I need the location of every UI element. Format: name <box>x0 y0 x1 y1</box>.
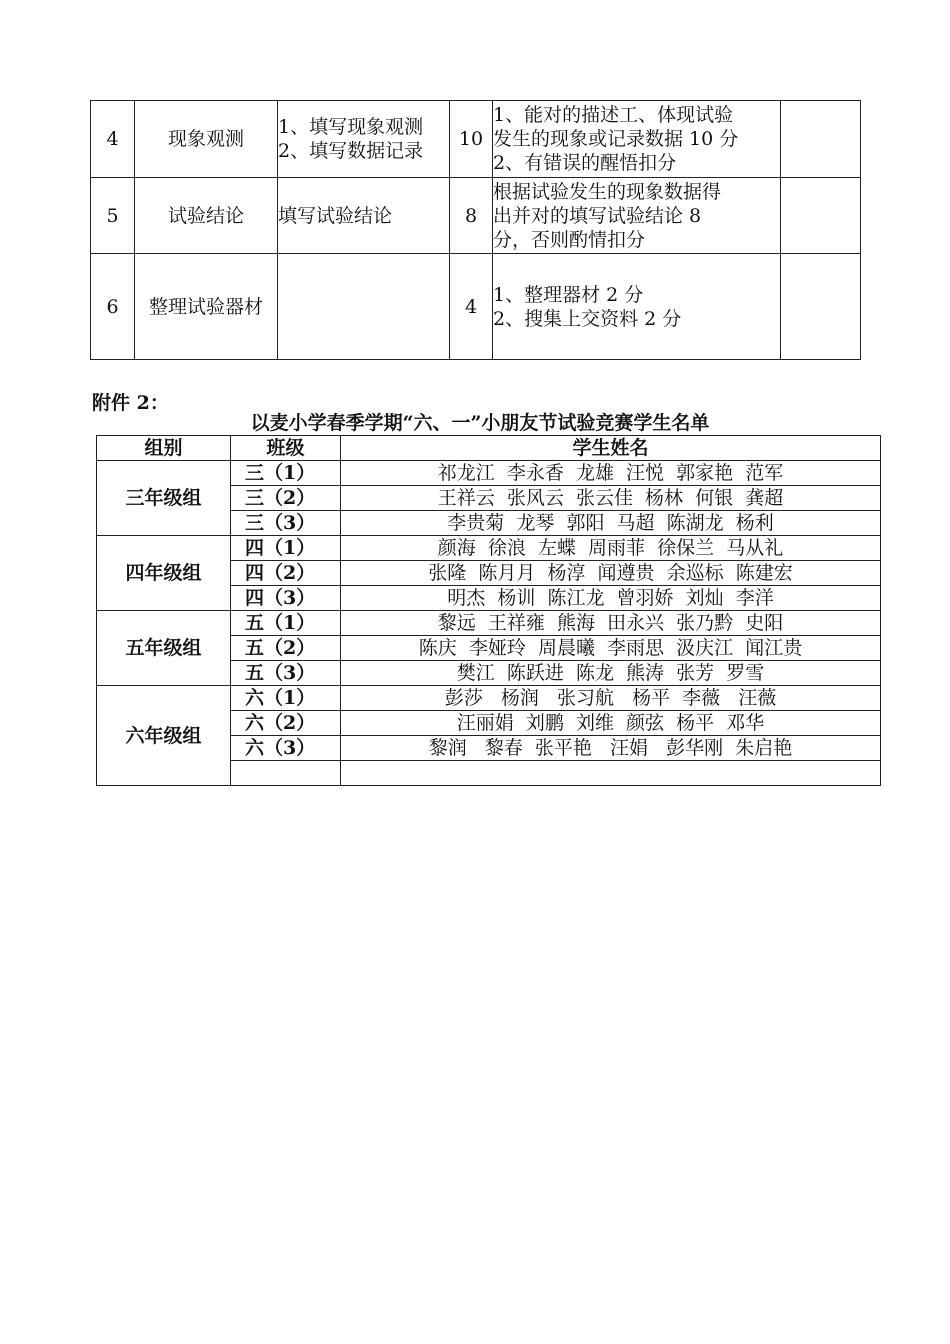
group-grade-5: 五年级组 <box>97 611 231 686</box>
class-cell: 四（2） <box>231 561 341 586</box>
item-number: 4 <box>91 101 135 178</box>
class-cell <box>231 761 341 786</box>
class-cell: 六（1） <box>231 686 341 711</box>
roster-title: 以麦小学春季学期“六、一”小朋友节试验竞赛学生名单 <box>250 412 710 434</box>
item-score: 10 <box>450 101 493 178</box>
item-remark <box>781 101 861 178</box>
student-names <box>341 761 881 786</box>
student-names: 陈庆 李娅玲 周晨曦 李雨思 汲庆江 闻江贵 <box>341 636 881 661</box>
header-names: 学生姓名 <box>341 436 881 461</box>
criteria-line: 发生的现象或记录数据 10 分 <box>493 128 739 150</box>
item-number: 6 <box>91 254 135 360</box>
requirement-line: 2、填写数据记录 <box>278 140 424 162</box>
item-remark <box>781 178 861 254</box>
requirement-line: 1、填写现象观测 <box>278 116 424 138</box>
item-remark <box>781 254 861 360</box>
student-names: 祁龙江 李永香 龙雄 汪悦 郭家艳 范军 <box>341 461 881 486</box>
item-name: 试验结论 <box>135 178 278 254</box>
class-cell: 四（3） <box>231 586 341 611</box>
table-row <box>97 686 881 711</box>
student-names: 明杰 杨训 陈江龙 曾羽娇 刘灿 李洋 <box>341 586 881 611</box>
item-criteria <box>493 101 781 178</box>
item-number: 5 <box>91 178 135 254</box>
header-row <box>97 436 881 461</box>
table-row <box>91 178 861 254</box>
item-requirement <box>278 178 450 254</box>
student-names: 黎润 黎春 张平艳 汪娟 彭华刚 朱启艳 <box>341 736 881 761</box>
student-names: 颜海 徐浪 左蝶 周雨菲 徐保兰 马从礼 <box>341 536 881 561</box>
table-row <box>97 461 881 486</box>
item-name: 现象观测 <box>135 101 278 178</box>
table-row <box>91 254 861 360</box>
student-names: 张隆 陈月月 杨淳 闻遵贵 余巡标 陈建宏 <box>341 561 881 586</box>
header-class: 班级 <box>231 436 341 461</box>
class-cell: 六（2） <box>231 711 341 736</box>
class-cell: 五（2） <box>231 636 341 661</box>
student-names: 樊江 陈跃进 陈龙 熊涛 张芳 罗雪 <box>341 661 881 686</box>
table-row <box>97 611 881 636</box>
student-names: 彭莎 杨润 张习航 杨平 李薇 汪薇 <box>341 686 881 711</box>
class-cell: 五（1） <box>231 611 341 636</box>
student-names: 汪丽娟 刘鹏 刘维 颜弦 杨平 邓华 <box>341 711 881 736</box>
item-criteria <box>493 254 781 360</box>
class-cell: 六（3） <box>231 736 341 761</box>
requirement-line: 填写试验结论 <box>278 204 393 227</box>
class-cell: 四（1） <box>231 536 341 561</box>
criteria-line: 1、整理器材 2 分 <box>493 283 644 306</box>
criteria-line: 出并对的填写试验结论 8 <box>493 204 702 227</box>
criteria-line: 2、搜集上交资料 2 分 <box>493 307 682 330</box>
item-criteria <box>493 178 781 254</box>
roster-table <box>96 435 881 786</box>
criteria-line: 分，否则酌情扣分 <box>493 228 646 251</box>
student-names: 黎远 王祥雍 熊海 田永兴 张乃黔 史阳 <box>341 611 881 636</box>
scoring-table <box>90 100 861 360</box>
class-cell: 三（1） <box>231 461 341 486</box>
header-group: 组别 <box>97 436 231 461</box>
item-requirement <box>278 254 450 360</box>
item-score: 8 <box>450 178 493 254</box>
table-row <box>97 536 881 561</box>
class-cell: 三（2） <box>231 486 341 511</box>
criteria-line: 1、能对的描述工、体现试验 <box>493 104 734 126</box>
item-name: 整理试验器材 <box>135 254 278 360</box>
group-grade-6: 六年级组 <box>97 686 231 786</box>
attachment-label: 附件 2： <box>92 392 169 414</box>
criteria-line: 根据试验发生的现象数据得 <box>493 180 722 203</box>
table-row <box>91 101 861 178</box>
item-score: 4 <box>450 254 493 360</box>
group-grade-4: 四年级组 <box>97 536 231 611</box>
criteria-line: 2、有错误的醒悟扣分 <box>493 152 677 174</box>
student-names: 李贵菊 龙琴 郭阳 马超 陈湖龙 杨利 <box>341 511 881 536</box>
item-requirement <box>278 101 450 178</box>
class-cell: 五（3） <box>231 661 341 686</box>
class-cell: 三（3） <box>231 511 341 536</box>
student-names: 王祥云 张风云 张云佳 杨林 何银 龚超 <box>341 486 881 511</box>
group-grade-3: 三年级组 <box>97 461 231 536</box>
